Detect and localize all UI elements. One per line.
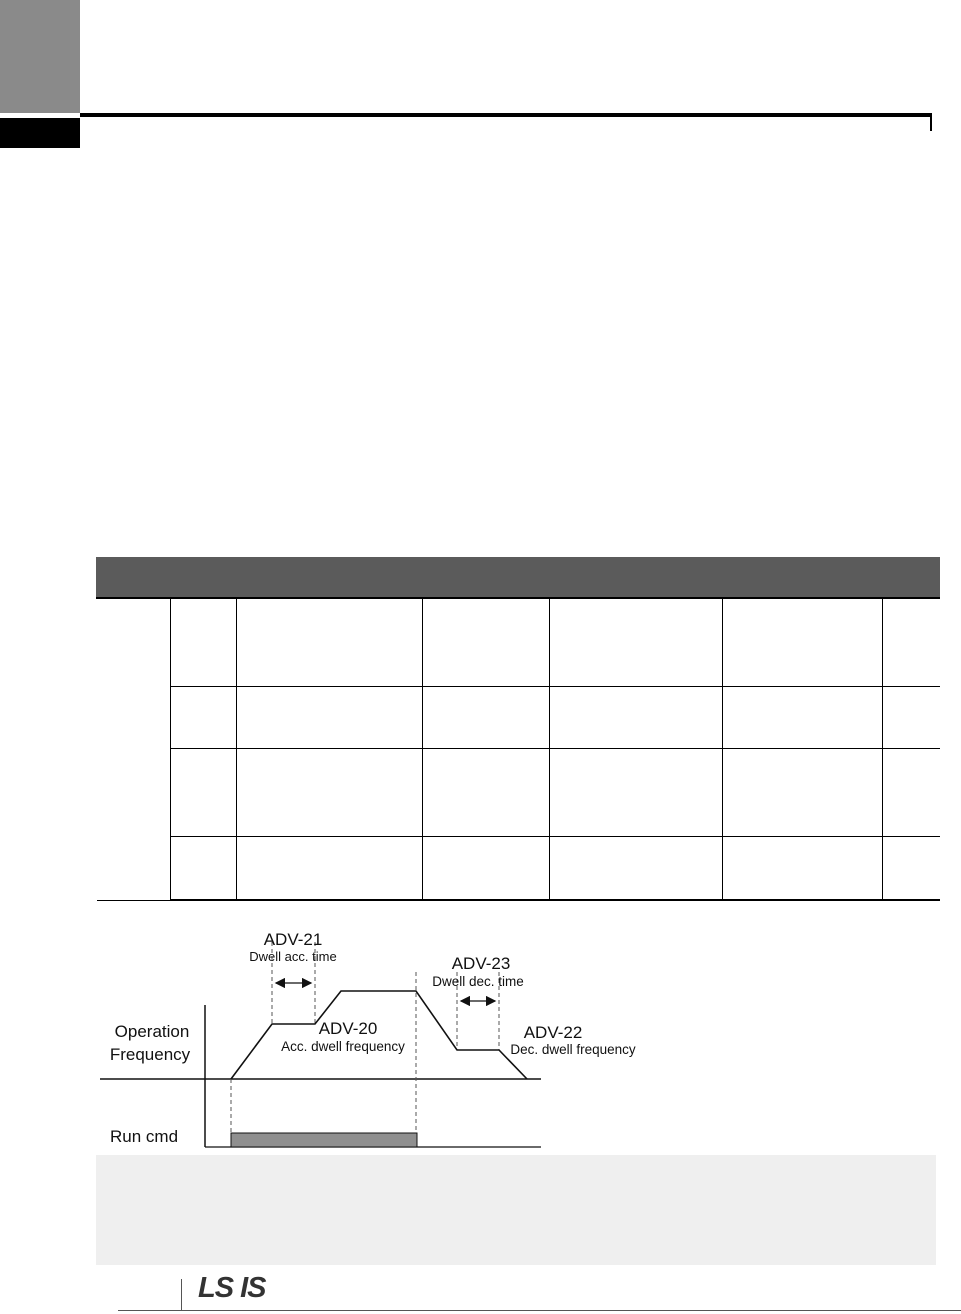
table-header-cell bbox=[423, 558, 550, 599]
run-command-bar bbox=[231, 1133, 417, 1147]
note-box bbox=[96, 1155, 936, 1265]
chapter-tab bbox=[0, 0, 80, 113]
parameter-table bbox=[96, 557, 940, 901]
table-cell bbox=[723, 836, 883, 900]
adv20-code: ADV-20 bbox=[318, 1019, 378, 1038]
table-cell bbox=[883, 748, 940, 836]
table-cell bbox=[423, 686, 550, 748]
table-header-cell bbox=[550, 558, 723, 599]
table-header-cell bbox=[171, 558, 237, 599]
table-row bbox=[97, 598, 940, 686]
table-cell bbox=[237, 836, 423, 900]
table-cell bbox=[883, 836, 940, 900]
footer-divider bbox=[181, 1279, 182, 1310]
adv22-desc: Dec. dwell frequency bbox=[510, 1042, 636, 1057]
adv23-code: ADV-23 bbox=[451, 954, 511, 973]
adv20-desc: Acc. dwell frequency bbox=[281, 1039, 405, 1054]
dwell-operation-diagram bbox=[96, 920, 656, 1155]
table-cell bbox=[171, 748, 237, 836]
table-row bbox=[97, 836, 940, 900]
table-cell bbox=[237, 748, 423, 836]
table-header-cell bbox=[97, 558, 171, 599]
table-cell bbox=[883, 598, 940, 686]
table-group-cell bbox=[97, 598, 171, 900]
table-cell bbox=[723, 748, 883, 836]
table-cell bbox=[423, 598, 550, 686]
adv23-desc: Dwell dec. time bbox=[432, 974, 524, 989]
run-cmd-label: Run cmd bbox=[110, 1127, 179, 1146]
footer-rule bbox=[118, 1310, 961, 1311]
table-header-cell bbox=[723, 558, 883, 599]
table-cell bbox=[423, 836, 550, 900]
frequency-profile-line bbox=[231, 991, 527, 1079]
table-cell bbox=[883, 686, 940, 748]
ls-is-logo: LS IS bbox=[198, 1272, 266, 1304]
table-cell bbox=[550, 836, 723, 900]
table-cell bbox=[550, 748, 723, 836]
table-cell bbox=[550, 686, 723, 748]
adv22-code: ADV-22 bbox=[523, 1023, 583, 1042]
table-header-cell bbox=[883, 558, 940, 599]
table-cell bbox=[237, 598, 423, 686]
header-rule-end bbox=[930, 117, 932, 131]
table-cell bbox=[423, 748, 550, 836]
frequency-label: Frequency bbox=[109, 1045, 191, 1064]
operation-label: Operation bbox=[114, 1022, 190, 1041]
table-cell bbox=[550, 598, 723, 686]
table-header-row bbox=[97, 558, 940, 599]
table-cell bbox=[171, 686, 237, 748]
table-cell bbox=[237, 686, 423, 748]
table-cell bbox=[171, 836, 237, 900]
chapter-tab-marker bbox=[0, 118, 80, 148]
table-row bbox=[97, 686, 940, 748]
adv21-code: ADV-21 bbox=[263, 930, 323, 949]
header-rule bbox=[80, 113, 932, 117]
table-cell bbox=[171, 598, 237, 686]
table-row bbox=[97, 748, 940, 836]
adv21-desc: Dwell acc. time bbox=[249, 949, 337, 964]
table-cell bbox=[723, 686, 883, 748]
table-cell bbox=[723, 598, 883, 686]
table-header-cell bbox=[237, 558, 423, 599]
